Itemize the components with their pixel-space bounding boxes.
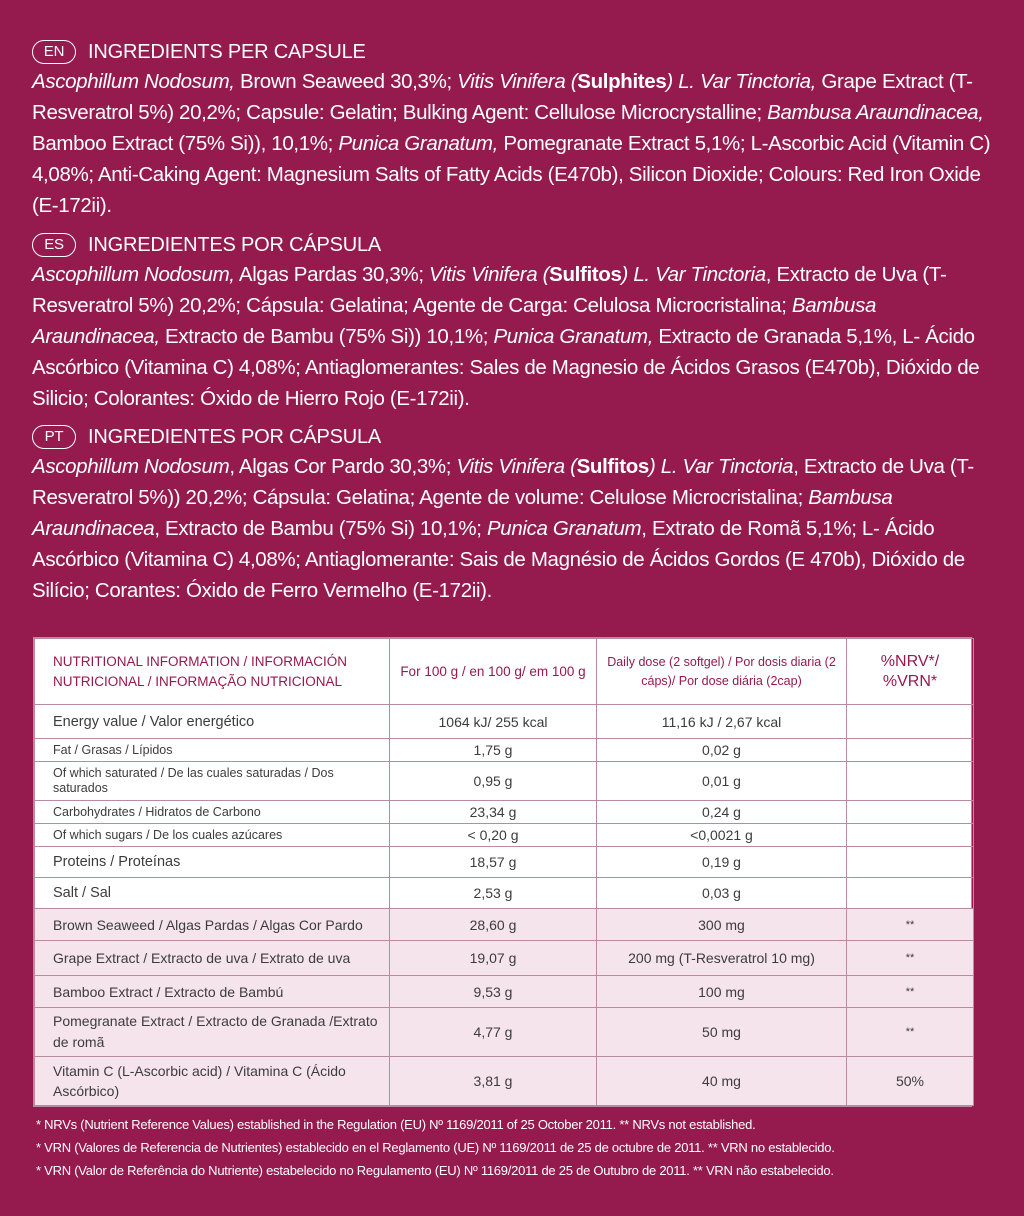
lang-badge-es: ES xyxy=(32,233,76,257)
row-per100: < 0,20 g xyxy=(390,824,597,847)
ing-en-1: Ascophillum Nodosum, xyxy=(32,70,235,93)
ing-pt-9: Punica Granatum xyxy=(486,517,642,540)
row-per100: 1,75 g xyxy=(390,739,597,762)
ing-es-4: Sulfitos xyxy=(549,263,622,286)
header-per-100g: For 100 g / en 100 g/ em 100 g xyxy=(390,639,597,705)
ing-pt-10: , Extrato de Romã 5,1%; L- Ácido Ascórbico (Vitamina C) 4,08%; Antiaglomerante: Sais de Magnésio de Ácidos Gordos (E 470b), Dióxido de Silício; Corantes: Óxido de Ferro Vermelho (E-172ii). xyxy=(32,517,965,602)
row-daily: 0,24 g xyxy=(597,801,847,824)
ing-pt-4: Sulfitos xyxy=(576,455,649,478)
row-nrv xyxy=(847,739,974,762)
ingredients-pt-header xyxy=(32,423,992,451)
ing-es-8: Extracto de Bambu (75% Si)) 10,1%; xyxy=(159,325,494,348)
table-row xyxy=(35,824,974,847)
ing-en-9: Punica Granatum, xyxy=(338,132,498,155)
nutrition-grid xyxy=(34,638,974,1106)
ing-pt-8: , Extracto de Bambu (75% Si) 10,1%; xyxy=(154,517,487,540)
table-row xyxy=(35,739,974,762)
table-row xyxy=(35,762,974,801)
nutrition-table xyxy=(33,637,972,1107)
row-label: Pomegranate Extract / Extracto de Granada /Extrato de romã xyxy=(35,1008,390,1057)
header-nutritional-information xyxy=(35,639,390,705)
table-row xyxy=(35,1057,974,1106)
row-nrv xyxy=(847,824,974,847)
lang-badge-en: EN xyxy=(32,40,76,64)
ingredients-es-text xyxy=(32,259,992,414)
row-nrv xyxy=(847,847,974,878)
row-per100: 4,77 g xyxy=(390,1008,597,1057)
row-label: Salt / Sal xyxy=(35,878,390,909)
row-per100: 2,53 g xyxy=(390,878,597,909)
ing-es-2: Algas Pardas 30,3%; xyxy=(234,263,430,286)
row-nrv: ** xyxy=(847,1008,974,1057)
row-label: Bamboo Extract / Extracto de Bambú xyxy=(35,976,390,1008)
row-daily: 200 mg (T-Resveratrol 10 mg) xyxy=(597,941,847,976)
row-per100: 0,95 g xyxy=(390,762,597,801)
row-label: Grape Extract / Extracto de uva / Extrato de uva xyxy=(35,941,390,976)
row-nrv: ** xyxy=(847,976,974,1008)
row-per100: 23,34 g xyxy=(390,801,597,824)
row-daily: 0,19 g xyxy=(597,847,847,878)
row-nrv: ** xyxy=(847,941,974,976)
ingredients-pt-title: INGREDIENTES POR CÁPSULA xyxy=(88,425,382,448)
ing-pt-5: ) L. Var Tinctoria xyxy=(648,455,794,478)
ing-en-5: ) L. Var Tinctoria, xyxy=(666,70,817,93)
ing-en-4: Sulphites xyxy=(577,70,667,93)
ing-es-3: Vitis Vinifera ( xyxy=(429,263,550,286)
row-nrv xyxy=(847,705,974,739)
row-daily: 100 mg xyxy=(597,976,847,1008)
table-header-row xyxy=(35,639,974,705)
table-row xyxy=(35,705,974,739)
row-daily: 0,02 g xyxy=(597,739,847,762)
ing-es-5: ) L. Var Tinctoria xyxy=(621,263,766,286)
lang-badge-pt: PT xyxy=(32,425,76,449)
ing-pt-1: Ascophillum Nodosum xyxy=(32,455,230,478)
row-daily: 11,16 kJ / 2,67 kcal xyxy=(597,705,847,739)
row-nrv: ** xyxy=(847,909,974,941)
row-nrv xyxy=(847,762,974,801)
ingredients-en-text xyxy=(32,66,992,221)
row-per100: 18,57 g xyxy=(390,847,597,878)
row-label: Carbohydrates / Hidratos de Carbono xyxy=(35,801,390,824)
ing-es-6: , Extracto de Uva (T-Resveratrol 5%) 20,2%; Cápsula: Gelatina; Agente de Carga: Celulosa Microcristalina; xyxy=(32,263,947,317)
row-per100: 28,60 g xyxy=(390,909,597,941)
row-label: Energy value / Valor energético xyxy=(35,705,390,739)
header-nutritional-line-2: NUTRICIONAL / INFORMAÇÃO NUTRICIONAL xyxy=(53,673,343,689)
footnote-en: * NRVs (Nutrient Reference Values) established in the Regulation (EU) Nº 1169/2011 of 25 October 2011. ** NRVs not established. xyxy=(36,1117,756,1132)
row-daily: 0,03 g xyxy=(597,878,847,909)
row-nrv xyxy=(847,801,974,824)
ing-en-10: Pomegranate Extract 5,1%; L-Ascorbic Acid (Vitamin C) 4,08%; Anti-Caking Agent: Magnesium Salts of Fatty Acids (E470b), Silicon Dioxide; Colours: Red Iron Oxide (E-172ii). xyxy=(32,132,991,217)
row-label: Fat / Grasas / Lípidos xyxy=(35,739,390,762)
ingredients-pt xyxy=(32,423,992,606)
ing-en-7: Bambusa Araundinacea, xyxy=(767,101,984,124)
header-nutritional-line-1: NUTRITIONAL INFORMATION / INFORMACIÓN xyxy=(53,653,347,669)
row-daily: 50 mg xyxy=(597,1008,847,1057)
row-daily: 40 mg xyxy=(597,1057,847,1106)
row-per100: 1064 kJ/ 255 kcal xyxy=(390,705,597,739)
ing-pt-6: , Extracto de Uva (T-Resveratrol 5%)) 20,2%; Cápsula: Gelatina; Agente de volume: Celulose Microcristalina; xyxy=(32,455,974,509)
header-nrv xyxy=(847,639,974,705)
ingredients-es-title: INGREDIENTES POR CÁPSULA xyxy=(88,233,382,256)
header-nrv-line-1: %NRV*/ xyxy=(880,652,940,670)
row-label: Of which saturated / De las cuales saturadas / Dos saturados xyxy=(35,762,390,801)
table-row xyxy=(35,909,974,941)
row-daily: 300 mg xyxy=(597,909,847,941)
table-row xyxy=(35,976,974,1008)
header-nrv-line-2: %VRN* xyxy=(882,672,938,690)
table-row xyxy=(35,801,974,824)
ingredients-pt-text xyxy=(32,451,992,606)
ingredients-es xyxy=(32,231,992,414)
row-nrv: 50% xyxy=(847,1057,974,1106)
ing-en-2: Brown Seaweed 30,3%; xyxy=(234,70,458,93)
row-per100: 3,81 g xyxy=(390,1057,597,1106)
ing-es-1: Ascophillum Nodosum, xyxy=(32,263,235,286)
ing-pt-3: Vitis Vinifera ( xyxy=(456,455,577,478)
row-label: Of which sugars / De los cuales azúcares xyxy=(35,824,390,847)
row-daily: <0,0021 g xyxy=(597,824,847,847)
ing-en-6: Grape Extract (T-Resveratrol 5%) 20,2%; Capsule: Gelatin; Bulking Agent: Cellulose Microcrystalline; xyxy=(32,70,973,124)
row-per100: 19,07 g xyxy=(390,941,597,976)
ing-en-3: Vitis Vinifera ( xyxy=(457,70,578,93)
ing-en-8: Bamboo Extract (75% Si)), 10,1%; xyxy=(32,132,339,155)
row-label: Vitamin C (L-Ascorbic acid) / Vitamina C (Ácido Ascórbico) xyxy=(35,1057,390,1106)
ing-pt-7: Bambusa Araundinacea xyxy=(32,486,893,540)
table-row xyxy=(35,941,974,976)
footnote-pt: * VRN (Valor de Referência do Nutriente) estabelecido no Regulamento (EU) Nº 1169/2011 de 25 de Outubro de 2011. ** VRN não estabelecido. xyxy=(36,1163,834,1178)
ing-es-7: Bambusa Araundinacea, xyxy=(32,294,877,348)
table-row xyxy=(35,878,974,909)
table-row xyxy=(35,1008,974,1057)
ing-pt-2: , Algas Cor Pardo 30,3%; xyxy=(229,455,457,478)
ingredients-en-title: INGREDIENTS PER CAPSULE xyxy=(88,40,366,63)
ingredients-en-header xyxy=(32,38,992,66)
row-label: Proteins / Proteínas xyxy=(35,847,390,878)
row-daily: 0,01 g xyxy=(597,762,847,801)
table-row xyxy=(35,847,974,878)
header-daily-dose: Daily dose (2 softgel) / Por dosis diaria (2 cáps)/ Por dose diária (2cap) xyxy=(597,639,847,705)
ingredients-es-header xyxy=(32,231,992,259)
ing-es-10: Extracto de Granada 5,1%, L- Ácido Ascórbico (Vitamina C) 4,08%; Antiaglomerantes: Sales de Magnesio de Ácidos Grasos (E470b), Dióxido de Silicio; Colorantes: Óxido de Hierro Rojo (E-172ii). xyxy=(32,325,980,410)
ingredients-en xyxy=(32,38,992,221)
ing-es-9: Punica Granatum, xyxy=(493,325,654,348)
row-label: Brown Seaweed / Algas Pardas / Algas Cor Pardo xyxy=(35,909,390,941)
row-nrv xyxy=(847,878,974,909)
row-per100: 9,53 g xyxy=(390,976,597,1008)
footnote-es: * VRN (Valores de Referencia de Nutrientes) establecido en el Reglamento (UE) Nº 1169/2011 de 25 de octubre de 2011. ** VRN no establecido. xyxy=(36,1140,835,1155)
